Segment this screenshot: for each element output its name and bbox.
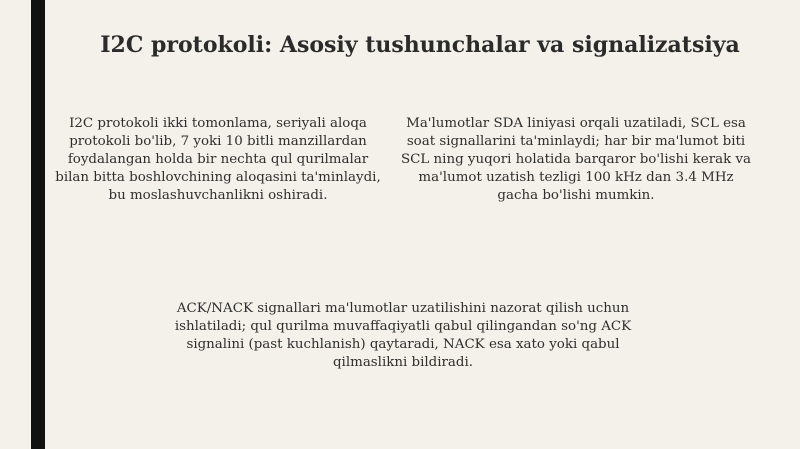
paragraph-protocol-overview: I2C protokoli ikki tomonlama, seriyali aloqa protokoli bo'lib, 7 yoki 10 bitli manzillardan foydalangan holda bir nechta qul qurilmalar bilan bitta boshlovchining aloqasini ta'minlaydi, bu moslashuvchanlikni oshiradi. [55,116,381,203]
slide-title: I2C protokoli: Asosiy tushunchalar va signalizatsiya [100,32,740,58]
paragraph-data-transfer: Ma'lumotlar SDA liniyasi orqali uzatiladi, SCL esa soat signallarini ta'minlaydi; har bir ma'lumot biti SCL ning yuqori holatida barqaror bo'lishi kerak va ma'lumot uzatish tezligi 100 kHz dan 3.4 MHz gacha bo'lishi mumkin. [400,116,751,203]
accent-bar [31,0,45,449]
paragraph-ack-nack: ACK/NACK signallari ma'lumotlar uzatilishini nazorat qilish uchun ishlatiladi; qul qurilma muvaffaqiyatli qabul qilingandan so'ng ACK signalini (past kuchlanish) qaytaradi, NACK esa xato yoki qabul qilmaslikni bildiradi. [174,301,632,370]
